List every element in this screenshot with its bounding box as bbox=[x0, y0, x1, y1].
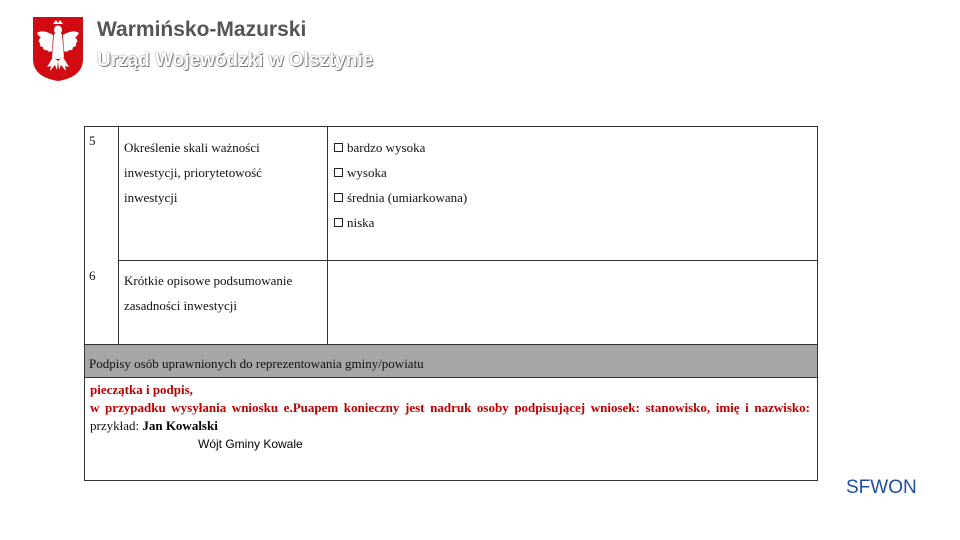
checkbox-icon[interactable] bbox=[334, 193, 343, 202]
option-label: średnia (umiarkowana) bbox=[347, 190, 468, 205]
option-label: niska bbox=[347, 215, 375, 230]
header-subtitle: Urząd Wojewódzki w Olsztynie bbox=[97, 50, 374, 71]
checkbox-icon[interactable] bbox=[334, 168, 343, 177]
checkbox-icon[interactable] bbox=[334, 218, 343, 227]
signatures-header: Podpisy osób uprawnionych do reprezentowania gminy/powiatu bbox=[89, 356, 424, 371]
option-label: bardzo wysoka bbox=[347, 140, 426, 155]
footer-label: SFWON bbox=[846, 477, 917, 498]
header-title: Warmińsko-Mazurski bbox=[97, 18, 307, 41]
example-title: Wójt Gminy Kowale bbox=[198, 437, 303, 451]
priority-option[interactable] bbox=[334, 165, 387, 181]
example-name: Jan Kowalski bbox=[142, 418, 218, 433]
row-label-line: Krótkie opisowe podsumowanie bbox=[124, 273, 293, 288]
table-border-right bbox=[817, 126, 818, 481]
table-border-left bbox=[84, 126, 85, 481]
priority-option[interactable] bbox=[334, 215, 374, 231]
priority-option[interactable] bbox=[334, 140, 425, 156]
row-label-line: Określenie skali ważności bbox=[124, 140, 260, 155]
signature-line-2: w przypadku wysyłania wniosku e.Puapem konieczny jest nadruk osoby podpisującej wniosek: stanowisko, imię i nazwisko: bbox=[90, 400, 810, 415]
summary-value-cell[interactable] bbox=[330, 263, 814, 341]
table-border-top bbox=[84, 126, 818, 127]
row-label-line: zasadności inwestycji bbox=[124, 298, 237, 313]
table-border-bottom bbox=[84, 480, 818, 481]
priority-option[interactable] bbox=[334, 190, 467, 206]
col-divider-value bbox=[327, 126, 328, 344]
signatures-header-bar bbox=[85, 344, 817, 378]
row-divider bbox=[118, 260, 818, 261]
row-label-line: inwestycji, priorytetowość bbox=[124, 165, 262, 180]
row-label-line: inwestycji bbox=[124, 190, 178, 205]
signature-instructions bbox=[90, 381, 810, 435]
checkbox-icon[interactable] bbox=[334, 143, 343, 152]
example-prefix: przykład: bbox=[90, 418, 140, 433]
row-number: 6 bbox=[89, 268, 96, 283]
option-label: wysoka bbox=[347, 165, 387, 180]
col-divider-number bbox=[118, 126, 119, 344]
row-number: 5 bbox=[89, 133, 96, 148]
emblem-icon bbox=[31, 15, 85, 83]
signature-line-1: pieczątka i podpis, bbox=[90, 382, 193, 397]
